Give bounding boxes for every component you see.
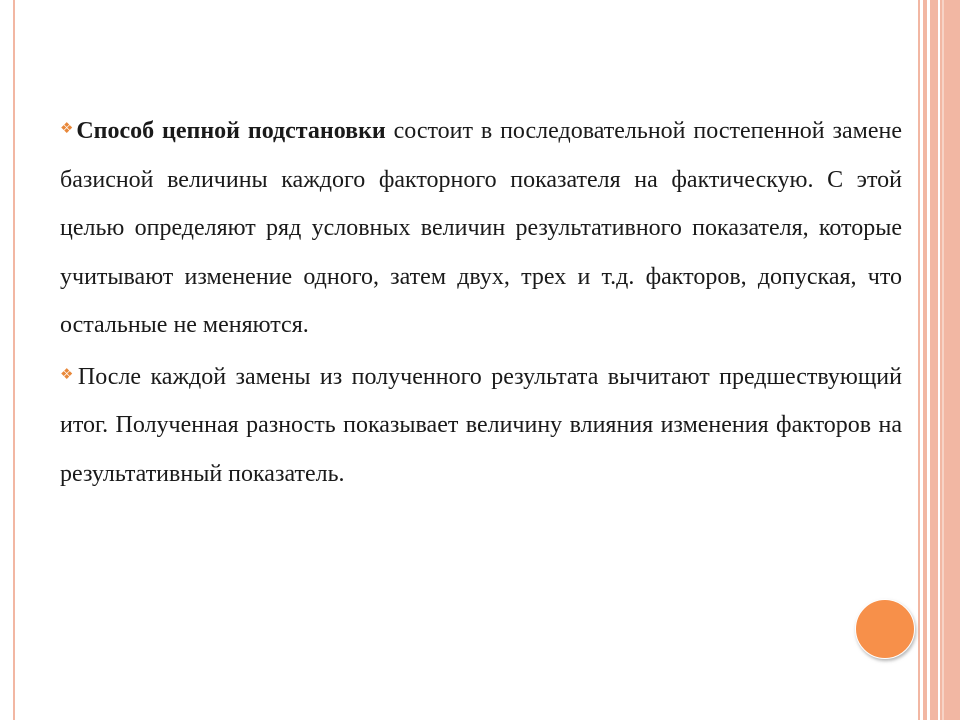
paragraph-1-text: состоит в последовательной постепенной замене базисной величины каждого факторного показателя на фактическую. С этой целью определяют ряд условных величин результативного показателя, которые учитывают изменение одного, затем двух, трех и т.д. факторов, допуская, что остальные не меняются. xyxy=(60,118,902,338)
paragraph-1 xyxy=(60,104,902,350)
diamond-bullet-icon: ❖ xyxy=(60,364,77,383)
diamond-bullet-icon: ❖ xyxy=(60,119,76,137)
paragraph-2-text: После каждой замены из полученного результата вычитают предшествующий итог. Полученная разность показывает величину влияния изменения факторов на результативный показатель. xyxy=(60,363,902,487)
stripe-3 xyxy=(930,0,938,720)
stripe-2 xyxy=(923,0,927,720)
slide-body xyxy=(60,104,902,498)
left-border-line xyxy=(13,0,15,720)
stripe-4-highlight xyxy=(942,0,944,720)
paragraph-2 xyxy=(60,350,902,499)
right-decorative-stripes xyxy=(918,0,960,720)
orange-circle-decoration xyxy=(855,599,915,659)
stripe-1 xyxy=(918,0,920,720)
paragraph-1-bold: Способ цепной подстановки xyxy=(76,118,386,144)
